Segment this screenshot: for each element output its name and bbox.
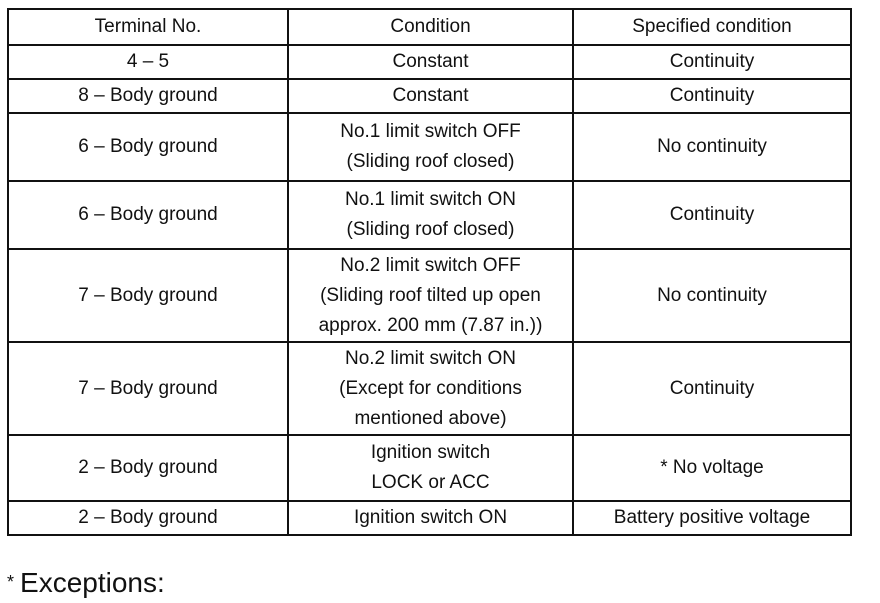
specified-cell: * No voltage [573,435,851,501]
condition-cell [288,113,573,181]
condition-line: approx. 200 mm (7.87 in.)) [318,314,543,336]
terminal-cell: 7 – Body ground [8,342,288,435]
specified-cell: Battery positive voltage [573,501,851,535]
condition-cell [288,45,573,79]
table-row [8,342,851,435]
condition-line: No.1 limit switch ON [344,189,517,210]
condition-line: Ignition switch [370,442,491,463]
terminal-specification-table [7,8,852,536]
table-row [8,45,851,79]
condition-cell [288,181,573,249]
table-row [8,79,851,113]
footnote-marker: * [7,572,15,592]
condition-line: Constant [392,85,469,106]
condition-cell [288,501,573,535]
terminal-cell: 6 – Body ground [8,181,288,249]
terminal-cell: 4 – 5 [8,45,288,79]
condition-line: No.2 limit switch OFF [340,254,521,276]
specified-cell: Continuity [573,45,851,79]
condition-line: (Sliding roof closed) [346,219,515,240]
terminal-cell: 6 – Body ground [8,113,288,181]
condition-cell [288,249,573,342]
condition-line: Constant [392,51,469,72]
table-row [8,113,851,181]
table-header-row [8,9,851,45]
condition-line: LOCK or ACC [371,472,490,493]
specified-cell: Continuity [573,181,851,249]
terminal-cell: 8 – Body ground [8,79,288,113]
table-row [8,501,851,535]
specified-cell: Continuity [573,342,851,435]
table-row [8,435,851,501]
header-specified-condition: Specified condition [573,9,851,45]
table-row [8,249,851,342]
condition-line: No.2 limit switch ON [344,347,517,369]
specified-cell: No continuity [573,249,851,342]
footnote [7,562,165,603]
terminal-cell: 7 – Body ground [8,249,288,342]
terminal-cell: 2 – Body ground [8,435,288,501]
terminal-cell: 2 – Body ground [8,501,288,535]
condition-line: mentioned above) [354,407,507,429]
condition-cell [288,435,573,501]
condition-line: Ignition switch ON [353,507,508,528]
condition-cell [288,79,573,113]
header-condition: Condition [288,9,573,45]
specified-cell: Continuity [573,79,851,113]
condition-line: (Except for conditions [339,377,522,399]
specified-cell: No continuity [573,113,851,181]
condition-line: No.1 limit switch OFF [340,121,521,142]
footnote-text: Exceptions: [20,567,165,598]
condition-cell [288,342,573,435]
header-terminal-no: Terminal No. [8,9,288,45]
condition-line: (Sliding roof closed) [346,151,515,172]
table-row [8,181,851,249]
condition-line: (Sliding roof tilted up open [320,284,541,306]
